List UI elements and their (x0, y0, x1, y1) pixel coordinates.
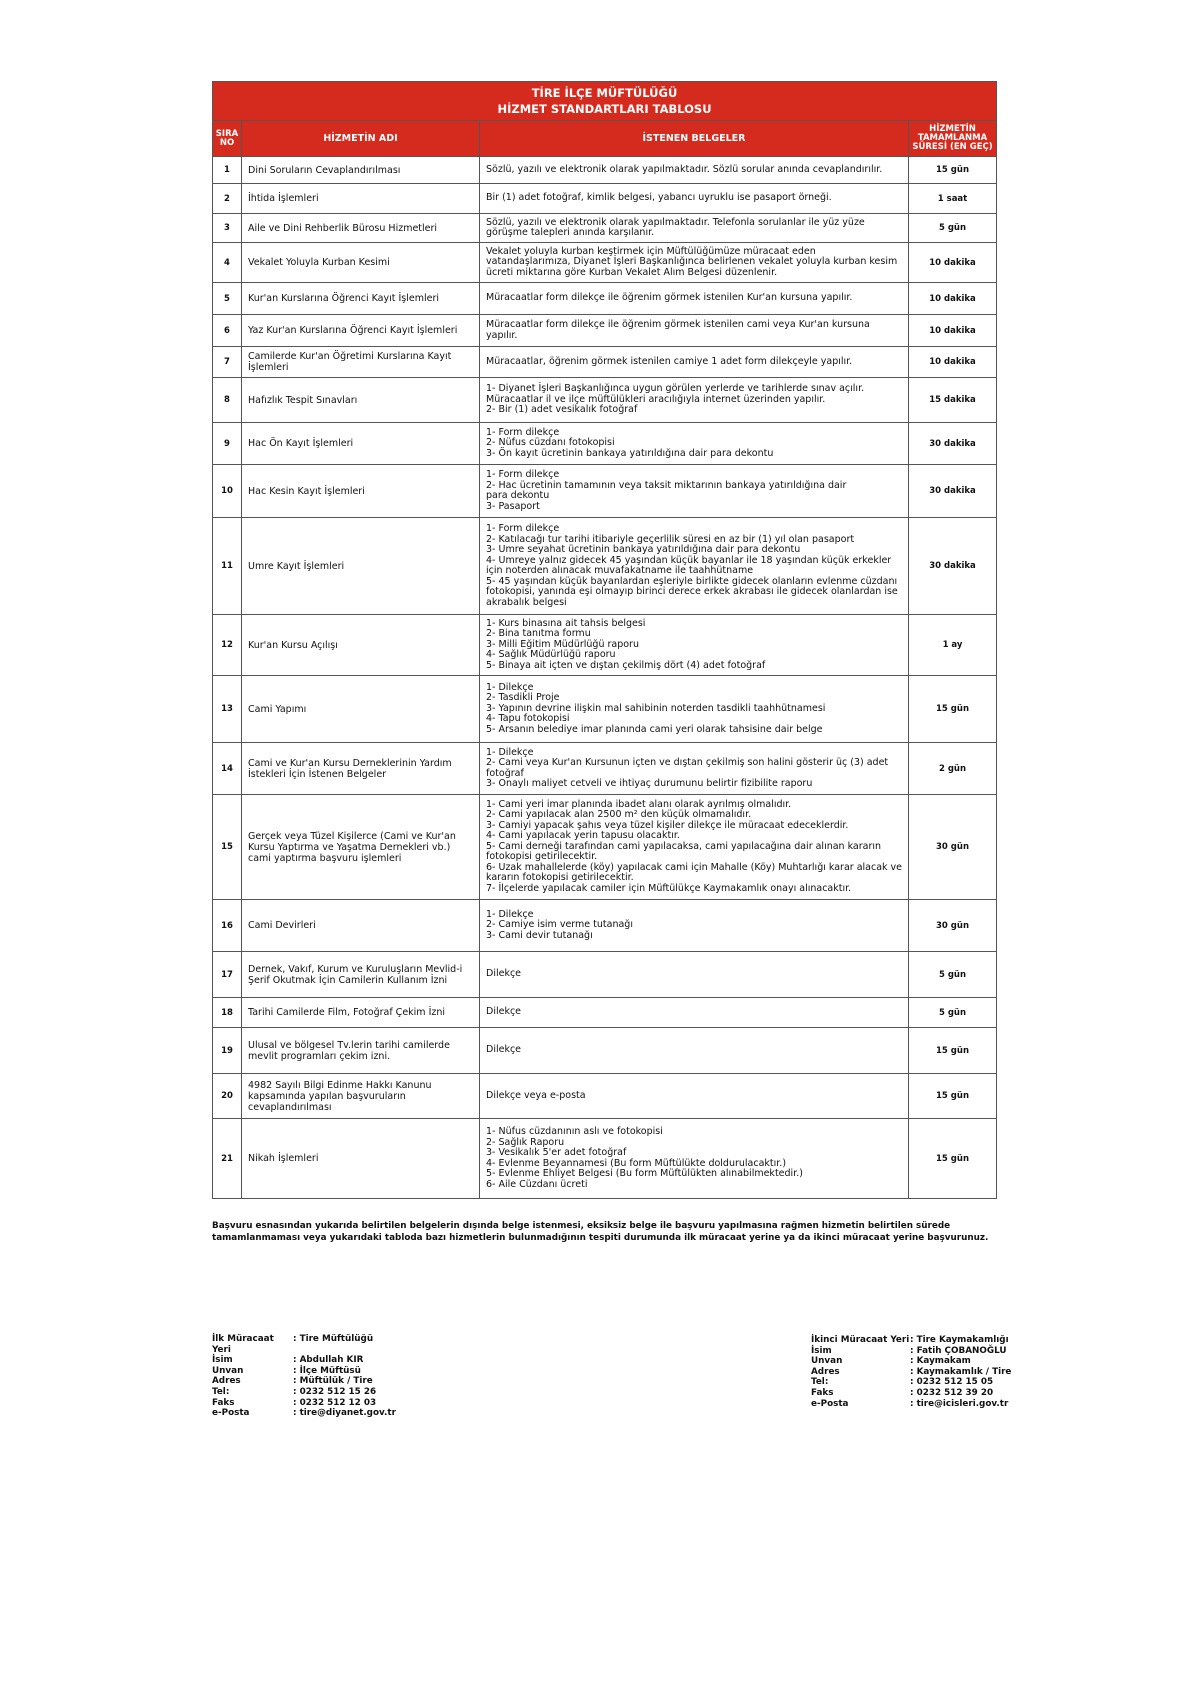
document-line: 1- Dilekçe (486, 908, 534, 920)
completion-time: 15 gün (909, 1119, 997, 1199)
contact-row (212, 1355, 396, 1366)
document-line: 2- Camiye isim verme tutanağı (486, 919, 633, 931)
document-line: 4- Tapu fotokopisi (486, 713, 570, 725)
service-name: Cami ve Kur'an Kursu Derneklerinin Yardım İstekleri İçin İstenen Belgeler (242, 743, 480, 795)
contact-row (212, 1387, 396, 1398)
contact-value: : tire@icisleri.gov.tr (910, 1398, 1009, 1409)
row-number: 8 (213, 378, 242, 423)
document-line: 4- Umreye yalnız gidecek 45 yaşından küçük bayanlar ile 18 yaşından küçük erkekler için noterden alınacak muvafakatname ile taahhütname (486, 554, 895, 576)
document-line: 5- Binaya ait içten ve dıştan çekilmiş dört (4) adet fotoğraf (486, 659, 766, 671)
document-line: 4- Sağlık Müdürlüğü raporu (486, 649, 616, 661)
completion-time: 15 gün (909, 1028, 997, 1074)
contact-row (811, 1377, 1011, 1388)
document-line: 2- Nüfus cüzdanı fotokopisi (486, 437, 615, 449)
document-line: 2- Sağlık Raporu (486, 1136, 565, 1148)
document-line: Dilekçe (486, 968, 522, 980)
contact-row (212, 1376, 396, 1387)
document-line: 2- Hac ücretinin tamamının veya taksit miktarının bankaya yatırıldığına dair (486, 479, 847, 491)
table-row (213, 184, 997, 214)
table-row (213, 615, 997, 676)
row-number: 18 (213, 998, 242, 1028)
title-line-2: HİZMET STANDARTLARI TABLOSU (497, 102, 712, 116)
document-line: 7- İlçelerde yapılacak camiler için Müftülükçe Kaymakamlık onayı alınacaktır. (486, 882, 852, 894)
document-line: 1- Dilekçe (486, 681, 534, 693)
service-name: Camilerde Kur'an Öğretimi Kurslarına Kayıt İşlemleri (242, 347, 480, 378)
table-row (213, 347, 997, 378)
document-line: 5- Evlenme Ehliyet Belgesi (Bu form Müftülükten alınabilmektedir.) (486, 1168, 803, 1179)
table-row (213, 676, 997, 743)
row-number: 6 (213, 315, 242, 347)
document-line: 2- Katılacağı tur tarihi itibariyle geçerlilik süresi en az bir (1) yıl olan pasaport (486, 533, 855, 545)
required-documents (480, 315, 909, 347)
header-required-documents: İSTENEN BELGELER (480, 121, 909, 157)
document-line: Sözlü, yazılı ve elektronik olarak yapılmaktadır. Sözlü sorular anında cevaplandırılır. (486, 163, 883, 175)
document-line: 2- Cami veya Kur'an Kursunun içten ve dıştan çekilmiş son halini gösterir üç (3) adet fotoğraf (486, 757, 892, 779)
contact-value: : Kaymakamlık / Tire (910, 1366, 1012, 1377)
required-documents (480, 214, 909, 243)
document-line: 3- Yapının devrine ilişkin mal sahibinin noterden tasdikli taahhütnamesi (486, 702, 826, 714)
contact-label: Faks (212, 1397, 235, 1408)
table-row (213, 214, 997, 243)
contact-value: : Tire Müftülüğü (293, 1334, 374, 1344)
row-number: 1 (213, 157, 242, 184)
required-documents (480, 347, 909, 378)
service-name: Dini Soruların Cevaplandırılması (242, 157, 480, 184)
contact-row (811, 1388, 1011, 1399)
table-body (213, 157, 997, 1199)
row-number: 14 (213, 743, 242, 795)
contact-value: : 0232 512 39 20 (910, 1387, 994, 1398)
document-line: 3- Camiyi yapacak şahıs veya tüzel kişiler dilekçe ile müracaat edeceklerdir. (486, 819, 849, 831)
service-name: Ulusal ve bölgesel Tv.lerin tarihi camilerde mevlit programları çekim izni. (242, 1028, 480, 1074)
completion-time: 15 gün (909, 1074, 997, 1119)
contact-label: e-Posta (212, 1408, 250, 1419)
contact-row (811, 1346, 1011, 1357)
service-name: Tarihi Camilerde Film, Fotoğraf Çekim İzni (242, 998, 480, 1028)
service-name: Kur'an Kurslarına Öğrenci Kayıt İşlemleri (242, 283, 480, 315)
required-documents (480, 900, 909, 952)
document-line: Müracaatlar form dilekçe ile öğrenim görmek istenilen cami veya Kur'an kursuna yapılır. (486, 319, 873, 341)
row-number: 12 (213, 615, 242, 676)
table-row (213, 1028, 997, 1074)
completion-time: 10 dakika (909, 347, 997, 378)
table-row (213, 423, 997, 465)
contact-label: Faks (811, 1387, 834, 1398)
document-line: 2- Tasdikli Proje (486, 692, 560, 704)
table-row (213, 952, 997, 998)
required-documents (480, 795, 909, 900)
completion-time: 5 gün (909, 998, 997, 1028)
completion-time: 10 dakika (909, 243, 997, 283)
second-contact-block (811, 1335, 1011, 1409)
contact-label: Tel: (212, 1386, 230, 1397)
document-line: 3- Onaylı maliyet cetveli ve ihtiyaç durumunu belirtir fizibilite raporu (486, 778, 813, 789)
contact-label: Tel: (811, 1377, 829, 1388)
required-documents (480, 1028, 909, 1074)
completion-time: 15 gün (909, 676, 997, 743)
document-line: Müracaatlar il ve ilçe müftülükleri aracılığıyla internet üzerinden yapılır. (486, 393, 826, 405)
table-row (213, 900, 997, 952)
contact-value: : Fatih ÇOBANOĞLU (910, 1345, 1007, 1356)
row-number: 3 (213, 214, 242, 243)
document-line: 5- Arsanın belediye imar planında cami yeri olarak tahsisine dair belge (486, 723, 823, 735)
required-documents (480, 283, 909, 315)
table-row (213, 518, 997, 615)
document-line: Bir (1) adet fotoğraf, kimlik belgesi, yabancı uyruklu ise pasaport örneği. (486, 192, 832, 204)
row-number: 9 (213, 423, 242, 465)
service-name: Vekalet Yoluyla Kurban Kesimi (242, 243, 480, 283)
service-name: Umre Kayıt İşlemleri (242, 518, 480, 615)
row-number: 21 (213, 1119, 242, 1199)
table-row (213, 743, 997, 795)
row-number: 11 (213, 518, 242, 615)
contact-label: İkinci Müracaat Yeri (811, 1335, 910, 1345)
contact-label: e-Posta (811, 1398, 849, 1409)
required-documents (480, 743, 909, 795)
document-line: para dekontu (486, 490, 550, 501)
contact-value: : Müftülük / Tire (293, 1376, 373, 1387)
document-line: 6- Aile Cüzdanı ücreti (486, 1178, 588, 1190)
required-documents (480, 423, 909, 465)
service-name: Yaz Kur'an Kurslarına Öğrenci Kayıt İşlemleri (242, 315, 480, 347)
table-row (213, 378, 997, 423)
document-line: Müracaatlar, öğrenim görmek istenilen camiye 1 adet form dilekçeyle yapılır. (486, 355, 853, 367)
completion-time: 30 gün (909, 795, 997, 900)
document-line: 4- Evlenme Beyannamesi (Bu form Müftülükte doldurulacaktır.) (486, 1157, 787, 1169)
document-line: 4- Cami yapılacak yerin tapusu olacaktır. (486, 830, 680, 842)
contact-label: İlk Müracaat Yeri (212, 1334, 274, 1355)
completion-time: 2 gün (909, 743, 997, 795)
contact-row (212, 1366, 396, 1377)
document-line: 1- Form dilekçe (486, 426, 560, 438)
document-line: 1- Cami yeri imar planında ibadet alanı olarak ayrılmış olmalıdır. (486, 798, 792, 810)
table-row (213, 283, 997, 315)
completion-time: 1 ay (909, 615, 997, 676)
document-line: Dilekçe (486, 1006, 522, 1018)
row-number: 16 (213, 900, 242, 952)
service-standards-table (212, 81, 997, 1199)
completion-time: 30 gün (909, 900, 997, 952)
service-name: Aile ve Dini Rehberlik Bürosu Hizmetleri (242, 214, 480, 243)
row-number: 5 (213, 283, 242, 315)
completion-time: 30 dakika (909, 423, 997, 465)
completion-time: 5 gün (909, 952, 997, 998)
contact-value: : 0232 512 15 05 (910, 1377, 994, 1388)
row-number: 7 (213, 347, 242, 378)
required-documents (480, 465, 909, 518)
document-line: 1- Kurs binasına ait tahsis belgesi (486, 617, 646, 629)
required-documents (480, 184, 909, 214)
completion-time: 1 saat (909, 184, 997, 214)
table-row (213, 465, 997, 518)
row-number: 13 (213, 676, 242, 743)
contact-row (811, 1367, 1011, 1378)
service-name: İhtida İşlemleri (242, 184, 480, 214)
required-documents (480, 243, 909, 283)
required-documents (480, 1119, 909, 1199)
service-name: Hac Kesin Kayıt İşlemleri (242, 465, 480, 518)
document-line: 6- Uzak mahallelerde (köy) yapılacak cami için Mahalle (Köy) Muhtarlığı karar alacak ve kararın fotokopisi getirilecektir. (486, 861, 906, 884)
document-line: 1- Diyanet İşleri Başkanlığınca uygun görülen yerlerde ve tarihlerde sınav açılır. (486, 383, 865, 395)
contact-row (811, 1335, 1011, 1346)
contact-value: : 0232 512 15 26 (293, 1386, 377, 1397)
document-line: 2- Bir (1) adet vesikalık fotoğraf (486, 404, 638, 416)
document-line: Vekalet yoluyla kurban keştirmek için Müftülüğümüze müracaat eden vatandaşlarımıza, Diyanet İşleri Başkanlığınca belirlenen vekalet yoluyla kurban kesim ücreti miktarına göre Kurban Vekalet Alım Belgesi düzenlenir. (486, 245, 901, 278)
row-number: 4 (213, 243, 242, 283)
required-documents (480, 952, 909, 998)
required-documents (480, 615, 909, 676)
document-line: 5- Cami derneği tarafından cami yapılacaksa, cami yapılacağına dair alınan kararın fotokopisi getirilecektir. (486, 840, 885, 863)
document-line: 3- Vesikalık 5'er adet fotoğraf (486, 1147, 627, 1158)
table-row (213, 1074, 997, 1119)
footnote: Başvuru esnasından yukarıda belirtilen belgelerin dışında belge istenmesi, eksiksiz belge ile başvuru yapılmasına rağmen hizmetin belirtilen sürede tamamlanmaması veya yukarıdaki tabloda bazı hizmetlerin bulunmadığının tespiti durumunda ilk müracaat yerine ya da ikinci müracaat yerine başvurunuz. (212, 1221, 989, 1243)
completion-time: 10 dakika (909, 283, 997, 315)
required-documents (480, 378, 909, 423)
table-row (213, 243, 997, 283)
service-name: Cami Yapımı (242, 676, 480, 743)
document-line: 3- Umre seyahat ücretinin bankaya yatırıldığına dair para dekontu (486, 544, 801, 555)
contact-label: Adres (811, 1366, 840, 1377)
service-name: Hafızlık Tespit Sınavları (242, 378, 480, 423)
title-line-1: TİRE İLÇE MÜFTÜLÜĞÜ (531, 86, 678, 100)
row-number: 17 (213, 952, 242, 998)
contact-row (212, 1334, 396, 1355)
document-line: 1- Form dilekçe (486, 523, 560, 534)
row-number: 20 (213, 1074, 242, 1119)
contact-row (212, 1398, 396, 1409)
contact-label: Unvan (212, 1365, 244, 1376)
document-line: 5- 45 yaşından küçük bayanlardan eşleriyle birlikte gidecek olanların evlenme cüzdanı fotokopisi, yanında eşi olmayıp birinci derece erkek akrabası ile gidecek olanlardan ise akrabalık belgesi (486, 575, 901, 608)
document-line: 1- Form dilekçe (486, 469, 560, 480)
table-row (213, 157, 997, 184)
row-number: 19 (213, 1028, 242, 1074)
completion-time: 10 dakika (909, 315, 997, 347)
contact-value: : İlçe Müftüsü (293, 1365, 361, 1376)
contact-value: : Abdullah KIR (293, 1355, 364, 1366)
required-documents (480, 157, 909, 184)
contact-label: İsim (811, 1345, 832, 1356)
required-documents (480, 998, 909, 1028)
document-line: 3- Pasaport (486, 500, 540, 512)
service-name: Dernek, Vakıf, Kurum ve Kuruluşların Mevlid-i Şerif Okutmak İçin Camilerin Kullanım İzni (242, 952, 480, 998)
document-line: Sözlü, yazılı ve elektronik olarak yapılmaktadır. Telefonla sorulanlar ile yüz yüze görüşme talepleri anında karşılanır. (486, 216, 868, 238)
document-line: 2- Cami yapılacak alan 2500 m² den küçük olmamalıdır. (486, 809, 752, 821)
row-number: 2 (213, 184, 242, 214)
completion-time: 30 dakika (909, 465, 997, 518)
required-documents (480, 518, 909, 615)
document-line: 3- Cami devir tutanağı (486, 929, 593, 941)
row-number: 15 (213, 795, 242, 900)
header-sira-no: SIRA NO (213, 121, 242, 157)
document-line: 1- Nüfus cüzdanının aslı ve fotokopisi (486, 1126, 663, 1137)
table-title (213, 82, 997, 121)
service-name: Hac Ön Kayıt İşlemleri (242, 423, 480, 465)
contact-label: Adres (212, 1376, 241, 1387)
document-line: Dilekçe veya e-posta (486, 1089, 586, 1101)
completion-time: 30 dakika (909, 518, 997, 615)
service-name: Kur'an Kursu Açılışı (242, 615, 480, 676)
contact-value: : 0232 512 12 03 (293, 1397, 377, 1408)
contact-row (212, 1408, 396, 1419)
service-name: 4982 Sayılı Bilgi Edinme Hakkı Kanunu kapsamında yapılan başvuruların cevaplandırılması (242, 1074, 480, 1119)
document-line: 2- Bina tanıtma formu (486, 628, 591, 640)
header-completion-time: HİZMETİN TAMAMLANMA SÜRESİ (EN GEÇ) (909, 121, 997, 157)
header-service-name: HİZMETİN ADI (242, 121, 480, 157)
contact-label: İsim (212, 1355, 233, 1366)
service-name: Gerçek veya Tüzel Kişilerce (Cami ve Kur'an Kursu Yaptırma ve Yaşatma Dernekleri vb.) cami yaptırma başvuru işlemleri (242, 795, 480, 900)
table-row (213, 795, 997, 900)
contact-value: : Kaymakam (910, 1356, 971, 1367)
first-contact-block (212, 1334, 396, 1419)
document-line: 3- Ön kayıt ücretinin bankaya yatırıldığına dair para dekontu (486, 447, 774, 459)
document-line: Dilekçe (486, 1044, 522, 1056)
document-line: 1- Dilekçe (486, 746, 534, 758)
completion-time: 5 gün (909, 214, 997, 243)
table-row (213, 315, 997, 347)
contact-value: : Tire Kaymakamlığı (910, 1335, 1009, 1345)
completion-time: 15 gün (909, 157, 997, 184)
required-documents (480, 1074, 909, 1119)
table-row (213, 1119, 997, 1199)
completion-time: 15 dakika (909, 378, 997, 423)
contact-row (811, 1399, 1011, 1410)
document-line: 3- Milli Eğitim Müdürlüğü raporu (486, 638, 639, 650)
contact-value: : tire@diyanet.gov.tr (293, 1408, 396, 1419)
required-documents (480, 676, 909, 743)
service-name: Nikah İşlemleri (242, 1119, 480, 1199)
contact-label: Unvan (811, 1356, 843, 1367)
document-line: Müracaatlar form dilekçe ile öğrenim görmek istenilen Kur'an kursuna yapılır. (486, 292, 853, 304)
contact-row (811, 1356, 1011, 1367)
service-name: Cami Devirleri (242, 900, 480, 952)
row-number: 10 (213, 465, 242, 518)
table-row (213, 998, 997, 1028)
